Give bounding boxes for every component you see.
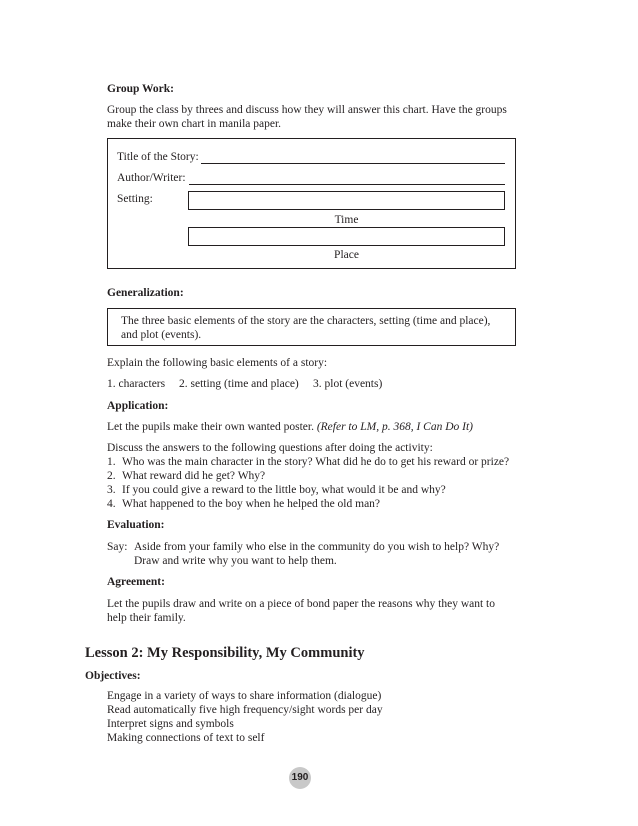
title-label: Title of the Story: — [117, 151, 199, 163]
generalization-heading: Generalization: — [107, 287, 184, 299]
group-work-text-line1: Group the class by threes and discuss how they will answer this chart. Have the groups — [107, 104, 507, 116]
element-setting: 2. setting (time and place) — [179, 378, 299, 390]
group-work-heading: Group Work: — [107, 83, 174, 95]
question-number: 4. — [107, 498, 116, 510]
question-1 — [107, 455, 510, 469]
lesson-title: Lesson 2: My Responsibility, My Community — [85, 645, 365, 661]
objective-item: Engage in a variety of ways to share information (dialogue) — [107, 690, 382, 702]
title-blank-line — [201, 163, 505, 164]
application-heading: Application: — [107, 400, 169, 412]
question-2 — [107, 469, 266, 483]
explain-text: Explain the following basic elements of a story: — [107, 357, 328, 369]
question-number: 1. — [107, 456, 116, 468]
element-characters: 1. characters — [107, 378, 166, 390]
question-number: 3. — [107, 484, 116, 496]
question-text: Who was the main character in the story? What did he do to get his reward or prize? — [122, 456, 510, 468]
evaluation-line2: Draw and write why you want to help them. — [134, 555, 337, 567]
story-chart — [107, 138, 516, 269]
question-text: If you could give a reward to the little boy, what would it be and why? — [122, 484, 446, 496]
question-text: What reward did he get? Why? — [122, 470, 266, 482]
author-blank-line — [189, 184, 505, 185]
page-number: 190 — [289, 767, 311, 789]
author-label: Author/Writer: — [117, 172, 186, 184]
objective-item: Making connections of text to self — [107, 732, 265, 744]
generalization-box-line2: and plot (events). — [121, 329, 202, 341]
element-plot: 3. plot (events) — [313, 378, 383, 390]
objective-item: Read automatically five high frequency/sight words per day — [107, 704, 383, 716]
objectives-heading: Objectives: — [85, 670, 141, 682]
evaluation-heading: Evaluation: — [107, 519, 165, 531]
question-4 — [107, 497, 381, 511]
generalization-box — [107, 308, 516, 346]
generalization-box-line1: The three basic elements of the story are the characters, setting (time and place), — [121, 315, 491, 327]
agreement-line2: help their family. — [107, 612, 186, 624]
question-3 — [107, 483, 446, 497]
evaluation-line1: Aside from your family who else in the community do you wish to help? Why? — [134, 541, 500, 553]
objective-item: Interpret signs and symbols — [107, 718, 234, 730]
application-main: Let the pupils make their own wanted poster. — [107, 421, 314, 433]
group-work-text-line2: make their own chart in manila paper. — [107, 118, 282, 130]
agreement-heading: Agreement: — [107, 576, 165, 588]
agreement-line1: Let the pupils draw and write on a piece of bond paper the reasons why they want to — [107, 598, 496, 610]
question-text: What happened to the boy when he helped the old man? — [122, 498, 381, 510]
place-label: Place — [334, 249, 359, 261]
application-reference: (Refer to LM, p. 368, I Can Do It) — [316, 421, 474, 433]
place-field — [188, 227, 505, 246]
say-label: Say: — [107, 541, 128, 553]
question-number: 2. — [107, 470, 116, 482]
time-field — [188, 191, 505, 210]
application-text — [107, 420, 473, 434]
time-label: Time — [334, 214, 359, 226]
setting-label: Setting: — [117, 193, 153, 205]
discuss-text: Discuss the answers to the following questions after doing the activity: — [107, 442, 433, 454]
